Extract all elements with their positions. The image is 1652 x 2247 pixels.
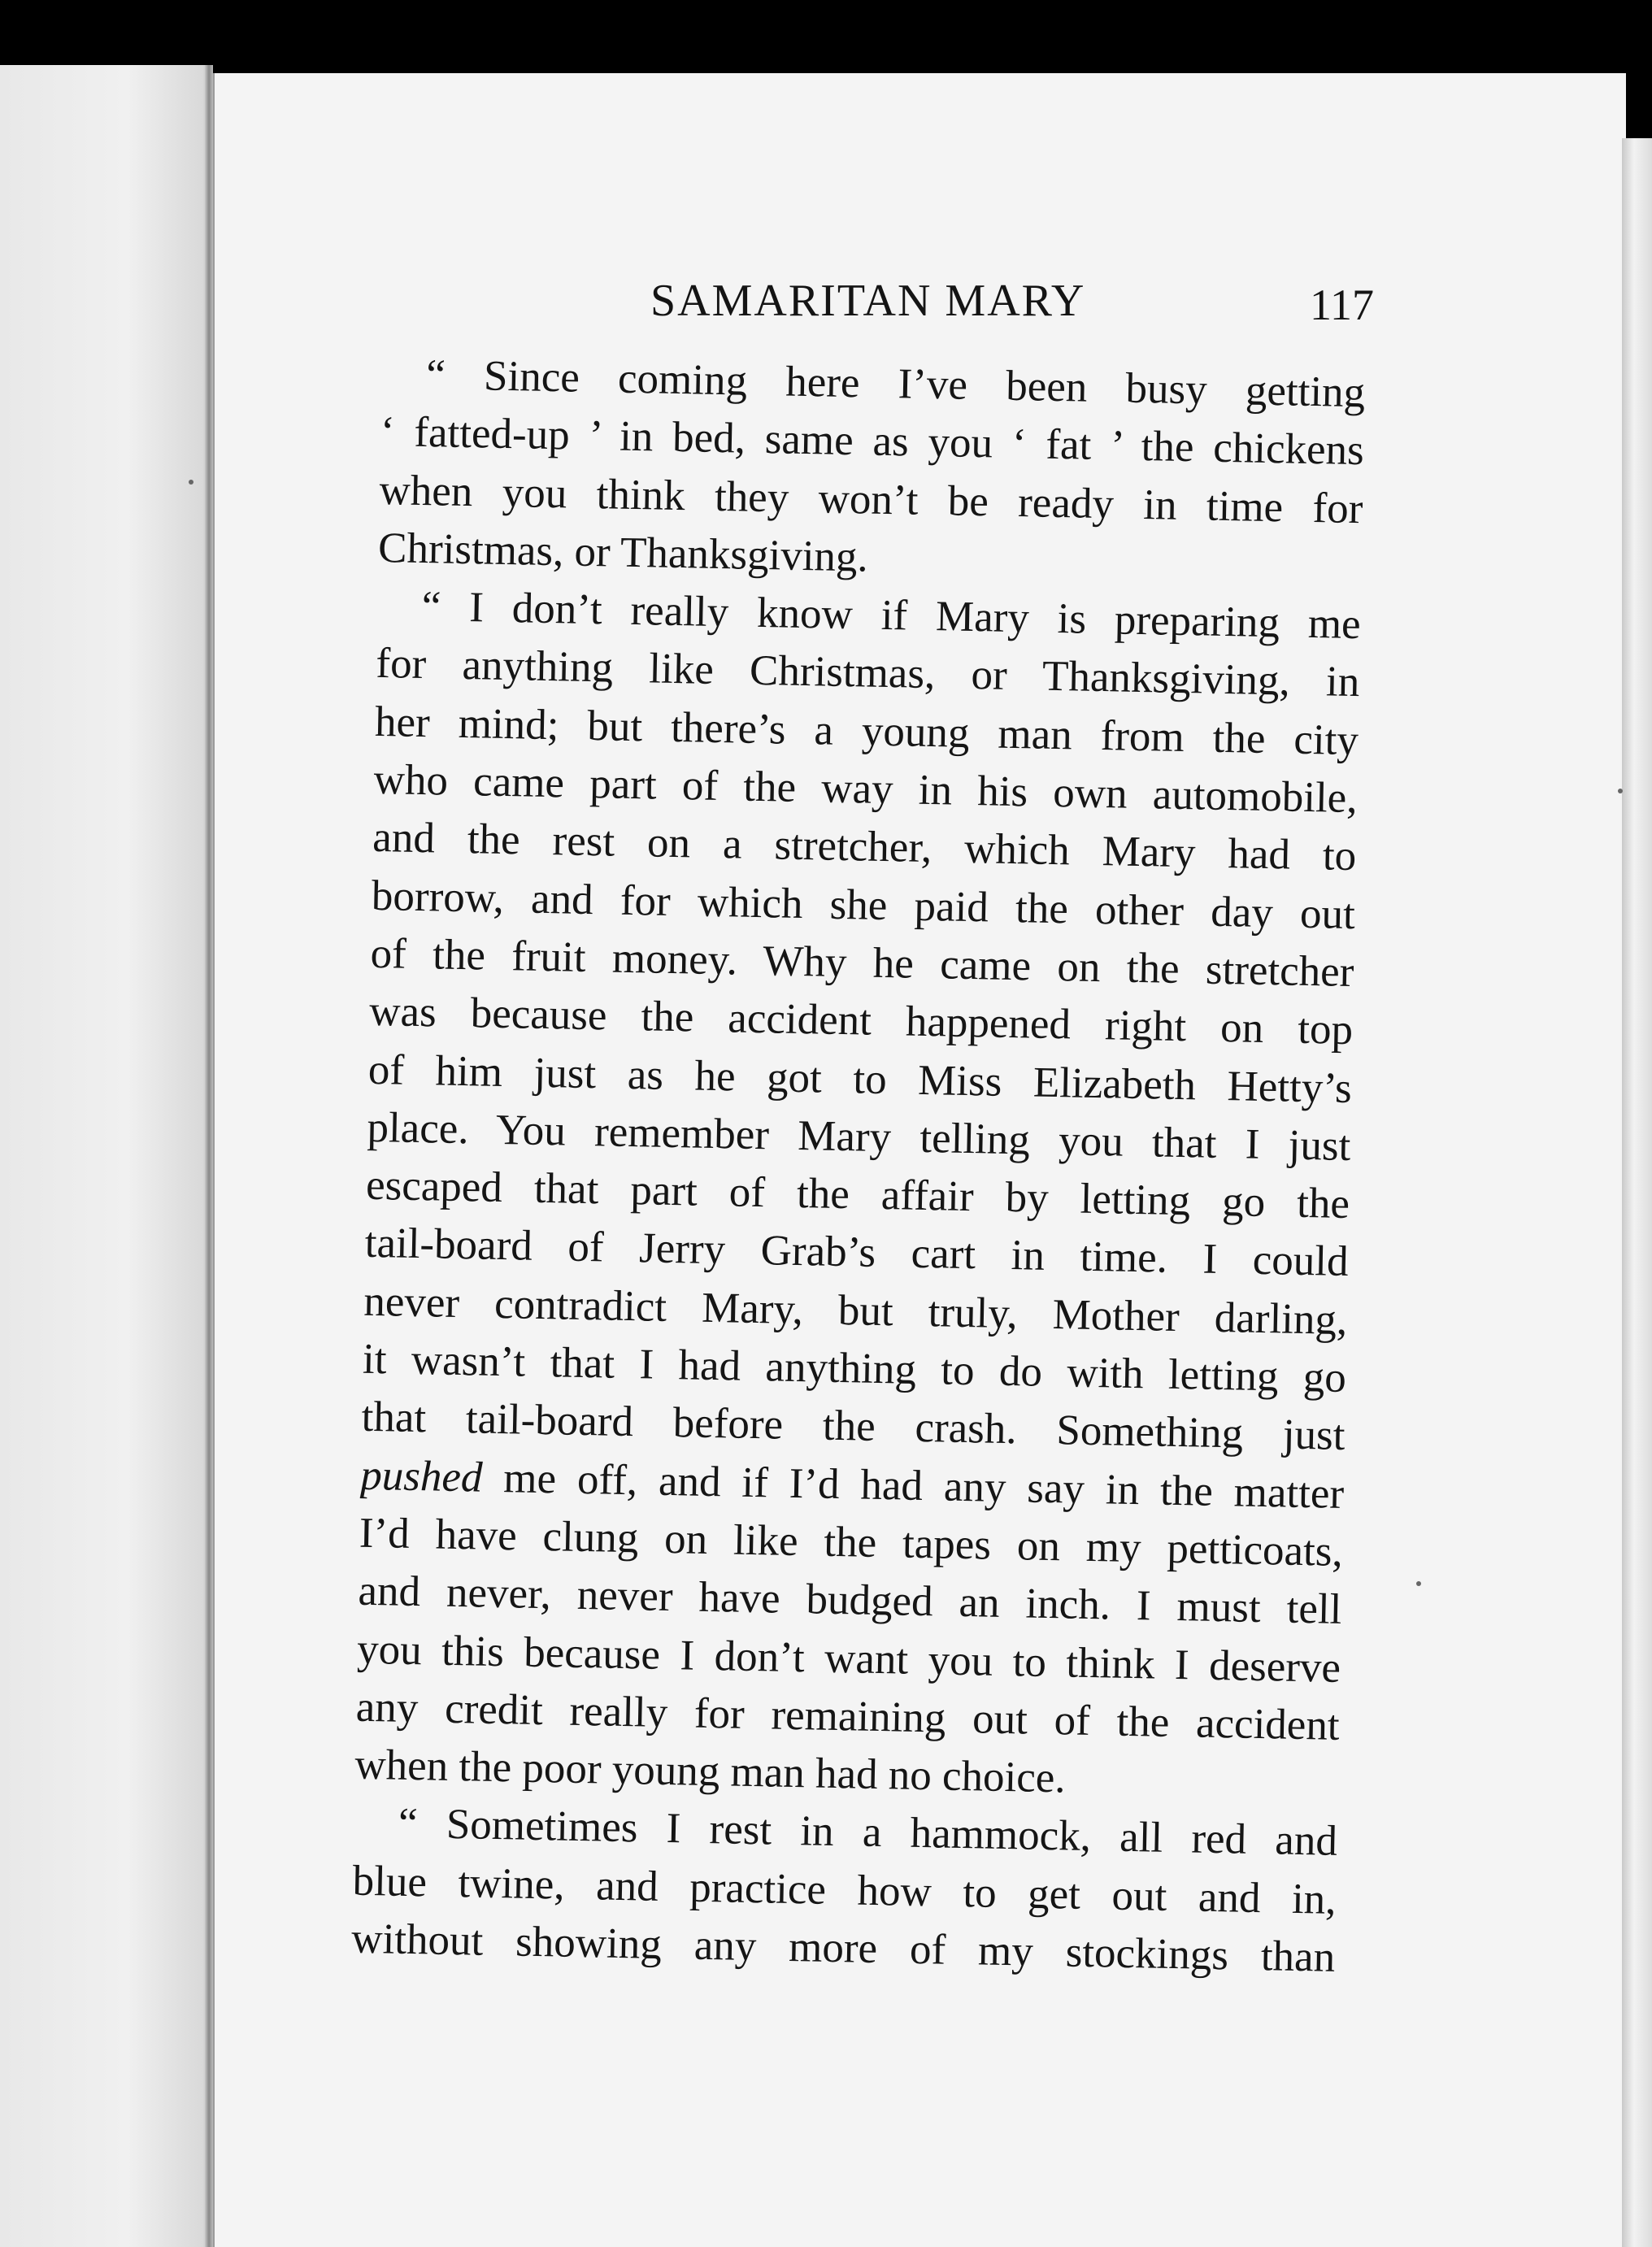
left-page-edge	[0, 65, 213, 2247]
text-line: when the poor young man had no choice.	[354, 1741, 1067, 1802]
text-line: borrow, and for which she paid the other day out	[371, 871, 1356, 938]
text-line: that tail-board before the crash. Something just	[361, 1393, 1346, 1460]
text-line: it wasn’t that I had anything to do with letting go	[362, 1335, 1347, 1402]
text-line: ‘ fatted-up ’ in bed, same as you ‘ fat ’ the chickens	[380, 408, 1365, 475]
scan-speck	[1416, 1581, 1421, 1586]
page-number: 117	[1310, 280, 1374, 329]
book-gutter	[205, 65, 213, 2247]
text-line: “ Since coming here I’ve been busy getting	[425, 351, 1366, 417]
running-header	[650, 275, 1374, 340]
text-line: any credit really for remaining out of the accident	[355, 1683, 1341, 1749]
text-line: was because the accident happened right on top	[368, 988, 1354, 1054]
text-line: place. You remember Mary telling you that I just	[366, 1103, 1351, 1170]
line-text: me off, and if I’d had any say in the matter	[481, 1454, 1345, 1518]
page-stack-edge	[1622, 138, 1652, 2247]
scan-speck	[189, 480, 193, 485]
body-text	[351, 346, 1366, 1987]
text-line: of the fruit money. Why he came on the stretcher	[370, 929, 1354, 997]
text-line: for anything like Christmas, or Thanksgiving, in	[375, 640, 1360, 706]
text-line: “ I don’t really know if Mary is preparing me	[421, 583, 1362, 649]
text-line: you this because I don’t want you to think I deserve	[356, 1625, 1341, 1692]
text-line: without showing any more of my stockings than	[350, 1915, 1336, 1981]
text-line: tail-board of Jerry Grab’s cart in time. I could	[364, 1219, 1350, 1286]
running-title: SAMARITAN MARY	[650, 276, 1086, 326]
text-line: I’d have clung on like the tapes on my petticoats,	[359, 1509, 1344, 1576]
scan-speck	[1618, 789, 1623, 793]
text-line: Christmas, or Thanksgiving.	[377, 524, 869, 581]
emphasized-word: pushed	[359, 1451, 484, 1502]
text-line: and the rest on a stretcher, which Mary had to	[372, 814, 1357, 880]
text-line: and never, never have budged an inch. I must tell	[358, 1567, 1342, 1634]
text-line: who came part of the way in his own automobile,	[373, 755, 1359, 823]
text-line: when you think they won’t be ready in time for	[379, 466, 1363, 532]
text-line: escaped that part of the affair by letting go the	[365, 1161, 1350, 1228]
text-line: blue twine, and practice how to get out and in,	[352, 1857, 1337, 1923]
text-line: of him just as he got to Miss Elizabeth Hetty’s	[367, 1045, 1353, 1112]
text-line: never contradict Mary, but truly, Mother darling,	[363, 1277, 1348, 1344]
text-line: her mind; but there’s a young man from the city	[374, 698, 1359, 764]
text-line: “ Sometimes I rest in a hammock, all red and	[398, 1800, 1338, 1866]
